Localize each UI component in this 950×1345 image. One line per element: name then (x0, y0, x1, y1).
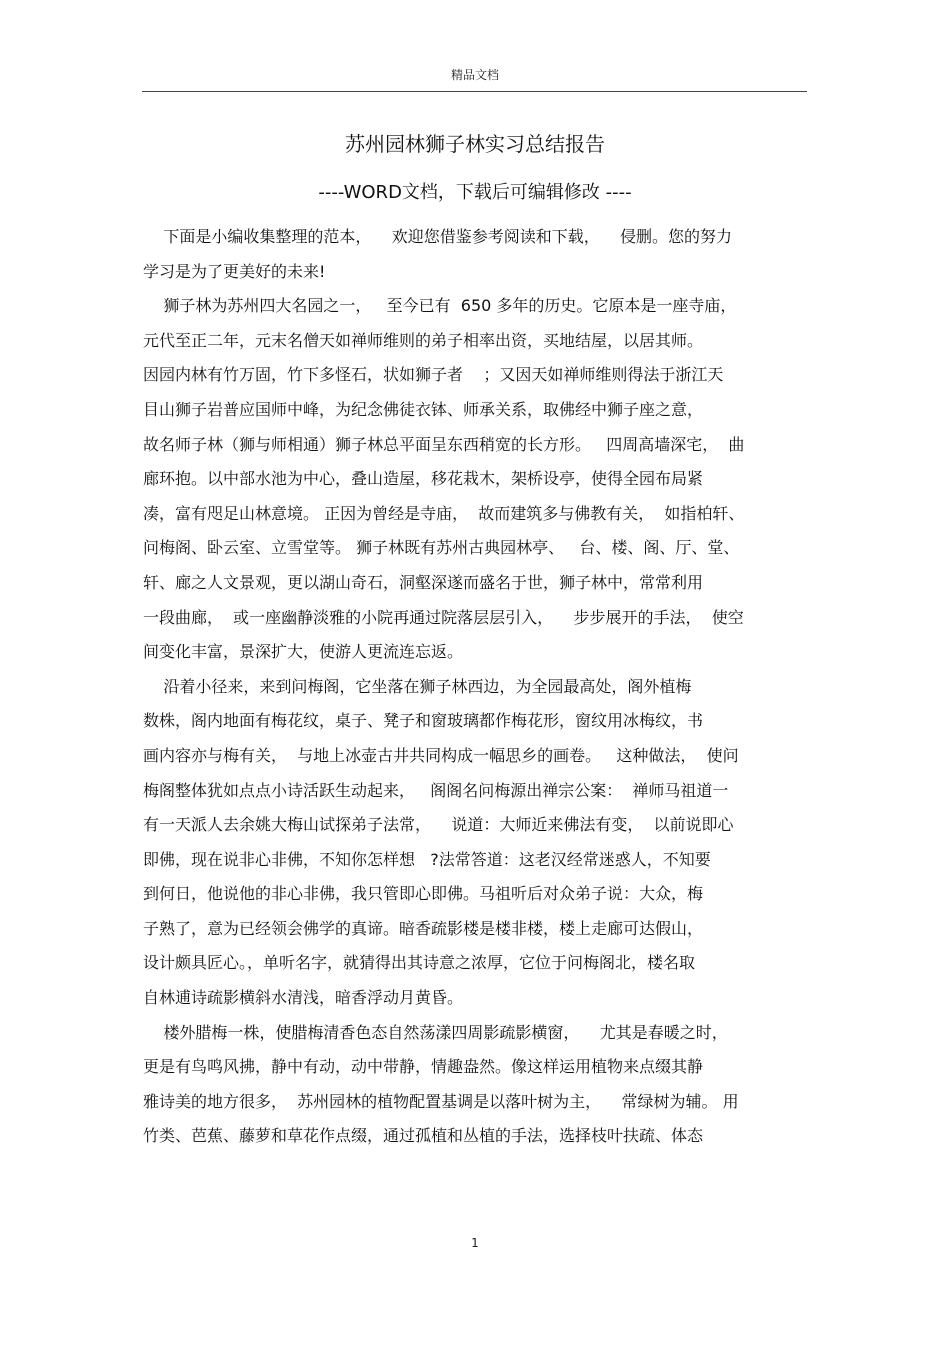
paragraph-line: 故名师子林（狮与师相通）狮子林总平面呈东西稍宽的长方形。 四周高墙深宅， 曲 (143, 434, 745, 454)
document-body (143, 220, 808, 1154)
paragraph-line: 子熟了，意为已经领会佛学的真谛。暗香疏影楼是楼非楼，楼上走廊可达假山， (143, 918, 704, 938)
paragraph-line: 轩、廊之人文景观，更以湖山奇石，洞壑深遂而盛名于世，狮子林中，常常利用 (143, 572, 704, 592)
paragraph-line: 到何日，他说他的非心非佛，我只管即心即佛。马祖听后对众弟子说：大众，梅 (143, 884, 704, 904)
paragraph-line: 问梅阁、卧云室、立雪堂等。 狮子林既有苏州古典园林亭、 台、楼、阁、厅、堂、 (143, 538, 740, 558)
header-rule (142, 91, 807, 92)
paragraph (143, 1016, 808, 1154)
paragraph-line: 楼外腊梅一株，使腊梅清香色态自然荡漾四周影疏影横窗， 尤其是春暖之时， (143, 1022, 728, 1042)
paragraph-line: 下面是小编收集整理的范本， 欢迎您借鉴参考阅读和下载， 侵删。您的努力 (143, 227, 733, 246)
paragraph-line: 画内容亦与梅有关， 与地上冰壶古井共同构成一幅思乡的画卷。 这种做法， 使问 (143, 745, 739, 765)
paragraph-line: 间变化丰富，景深扩大，使游人更流连忘返。 (143, 642, 464, 662)
paragraph-line: 即佛，现在说非心非佛，不知你怎样想 ?法常答道：这老汉经常迷惑人，不知要 (143, 849, 711, 869)
paragraph-line: 自林逋诗疏影横斜水清浅，暗香浮动月黄昏。 (143, 988, 464, 1008)
paragraph-line: 梅阁整体犹如点点小诗活跃生动起来， 阁阁名问梅源出禅宗公案： 禅师马祖道一 (143, 780, 729, 800)
paragraph-line: 元代至正二年，元末名僧天如禅师维则的弟子相率出资，买地结屋，以居其师。 (143, 330, 704, 350)
paragraph-line: 沿着小径来，来到问梅阁，它坐落在狮子林西边，为全园最高处，阁外植梅 (143, 676, 692, 696)
paragraph-line: 狮子林为苏州四大名园之一， 至今已有 650 多年的历史。它原本是一座寺庙， (143, 296, 737, 316)
paragraph (143, 289, 808, 670)
document-title: 苏州园林狮子林实习总结报告 (345, 132, 605, 156)
paragraph-line: 因园内林有竹万固，竹下多怪石，状如狮子者 ；又因天如禅师维则得法于浙江天 (143, 365, 724, 385)
paragraph-line: 更是有鸟鸣风拂，静中有动，动中带静，情趣盎然。像这样运用植物来点缀其静 (143, 1057, 704, 1077)
paragraph (143, 220, 808, 289)
paragraph-line: 凑，富有咫足山林意境。 正因为曾经是寺庙， 故而建筑多与佛教有关， 如指柏轩、 (143, 503, 745, 523)
page-header: 精品文档 (450, 68, 499, 82)
paragraph-line: 数株，阁内地面有梅花纹，桌子、凳子和窗玻璃都作梅花形，窗纹用冰梅纹，书 (143, 711, 704, 731)
paragraph-line: 目山狮子岩普应国师中峰，为纪念佛徒衣钵、师承关系，取佛经中狮子座之意， (143, 399, 704, 419)
paragraph-line: 竹类、芭蕉、藤萝和草花作点缀，通过孤植和丛植的手法，选择枝叶扶疏、体态 (143, 1126, 704, 1146)
document-subtitle: ----WORD文档，下载后可编辑修改 ---- (318, 182, 632, 203)
paragraph-line: 设计颇具匠心。，单听名字，就猜得出其诗意之浓厚，它位于问梅阁北，楼名取 (143, 953, 696, 973)
page-number: 1 (471, 1236, 479, 1250)
paragraph-line: 有一天派人去余姚大梅山试探弟子法常， 说道：大师近来佛法有变， 以前说即心 (143, 815, 734, 835)
paragraph-line: 一段曲廊， 或一座幽静淡雅的小院再通过院落层层引入， 步步展开的手法， 使空 (143, 607, 744, 627)
paragraph-line: 廊环抱。以中部水池为中心，叠山造屋，移花栽木，架桥设亭，使得全园布局紧 (143, 469, 704, 489)
paragraph-line: 雅诗美的地方很多， 苏州园林的植物配置基调是以落叶树为主， 常绿树为辅。 用 (143, 1091, 739, 1111)
paragraph (143, 670, 808, 1016)
paragraph-line: 学习是为了更美好的未来! (143, 261, 326, 281)
